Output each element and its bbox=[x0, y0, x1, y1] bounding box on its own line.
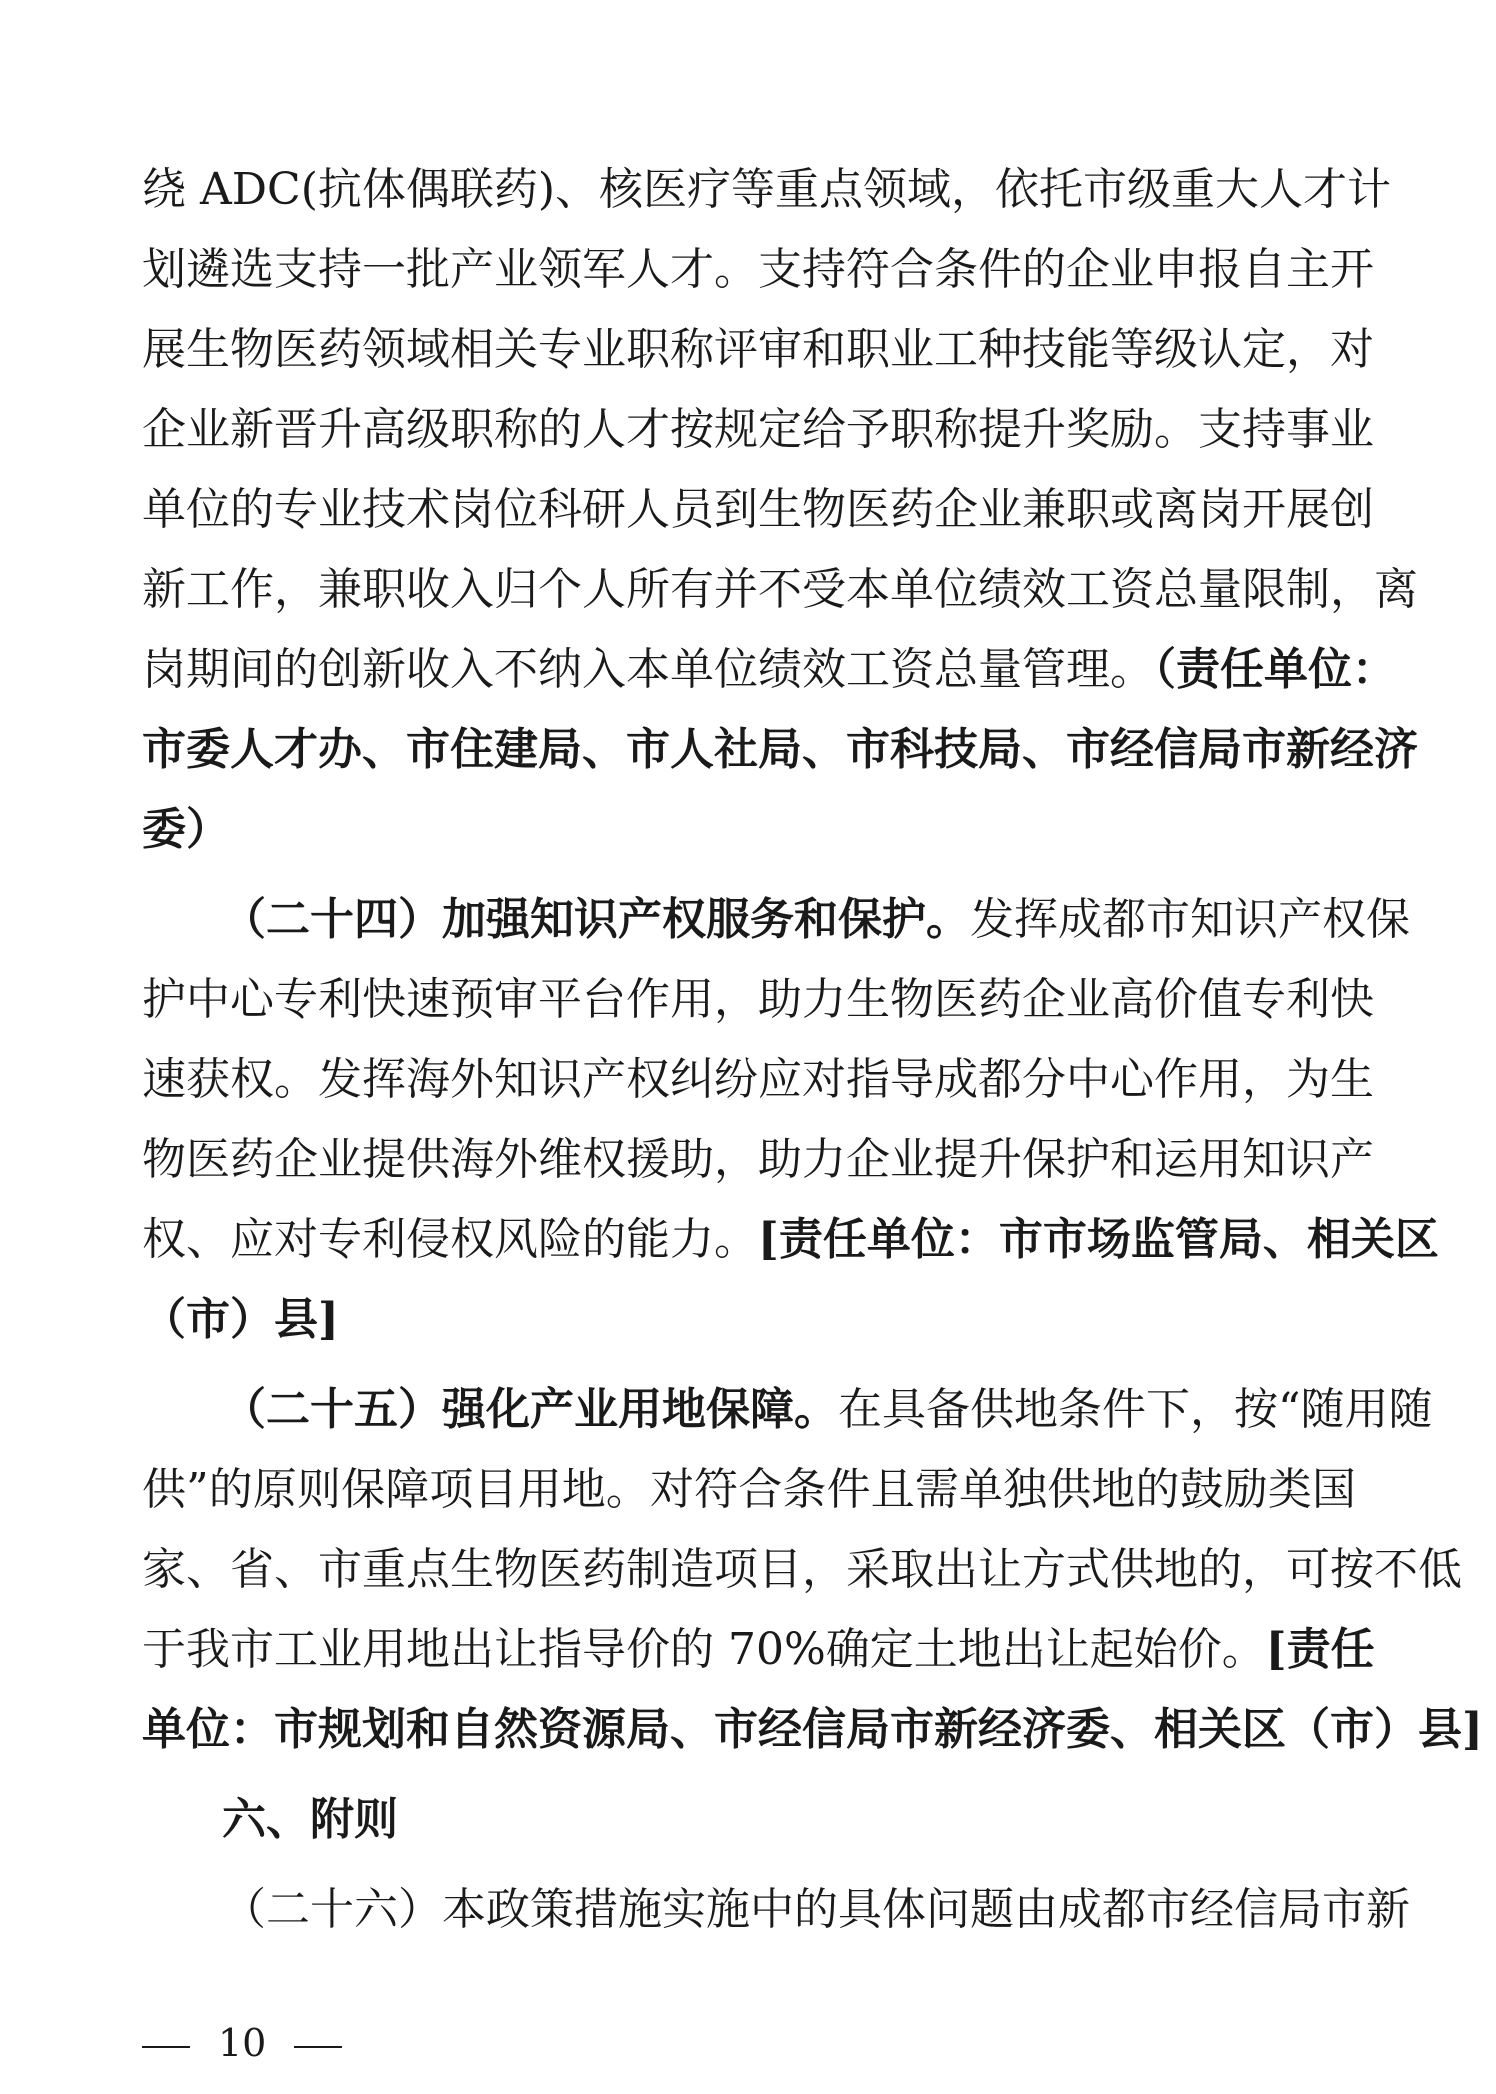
responsible-unit-label: [责任 bbox=[1265, 1624, 1375, 1675]
paragraph-line: 岗期间的创新收入不纳入本单位绩效工资总量管理。（责任单位： bbox=[142, 644, 1396, 695]
paragraph-line: 展生物医药领域相关专业职称评审和职业工种技能等级认定，对 bbox=[142, 324, 1374, 375]
responsible-unit-label: [责任单位：市市场监管局、相关区 bbox=[758, 1214, 1439, 1265]
footer-dash-right bbox=[294, 2046, 342, 2048]
paragraph-line: 新工作，兼职收入归个人所有并不受本单位绩效工资总量限制，离 bbox=[142, 564, 1418, 615]
item-25-heading: （二十五）强化产业用地保障。 bbox=[222, 1384, 838, 1435]
paragraph-line: 供”的原则保障项目用地。对符合条件且需单独供地的鼓励类国 bbox=[142, 1464, 1356, 1515]
section-heading: 六、附则 bbox=[222, 1794, 398, 1845]
paragraph-line: 速获权。发挥海外知识产权纠纷应对指导成都分中心作用，为生 bbox=[142, 1054, 1374, 1105]
paragraph-line: 护中心专利快速预审平台作用，助力生物医药企业高价值专利快 bbox=[142, 974, 1374, 1025]
paragraph-line: 物医药企业提供海外维权援助，助力企业提升保护和运用知识产 bbox=[142, 1134, 1374, 1185]
footer-dash-left bbox=[142, 2046, 190, 2048]
responsible-units-line: （市）县] bbox=[142, 1294, 339, 1345]
page-footer bbox=[142, 2018, 342, 2068]
paragraph-line: 单位的专业技术岗位科研人员到生物医药企业兼职或离岗开展创 bbox=[142, 484, 1374, 535]
item-24-heading-line: （二十四）加强知识产权服务和保护。发挥成都市知识产权保 bbox=[222, 894, 1410, 945]
paragraph-line: 划遴选支持一批产业领军人才。支持符合条件的企业申报自主开 bbox=[142, 244, 1374, 295]
paragraph-line: 企业新晋升高级职称的人才按规定给予职称提升奖励。支持事业 bbox=[142, 404, 1374, 455]
item-25-heading-line: （二十五）强化产业用地保障。在具备供地条件下，按“随用随 bbox=[222, 1384, 1433, 1435]
responsible-units-line: 委） bbox=[142, 804, 230, 855]
page-number: 10 bbox=[218, 2021, 267, 2065]
paragraph-line: 于我市工业用地出让指导价的 70%确定土地出让起始价。[责任 bbox=[142, 1624, 1375, 1675]
item-24-heading: （二十四）加强知识产权服务和保护。 bbox=[222, 894, 970, 945]
responsible-unit-label: （责任单位： bbox=[1154, 644, 1396, 695]
item-26-line: （二十六）本政策措施实施中的具体问题由成都市经信局市新 bbox=[222, 1884, 1410, 1935]
paragraph-line: 家、省、市重点生物医药制造项目，采取出让方式供地的，可按不低 bbox=[142, 1544, 1462, 1595]
paragraph-line: 绕 ADC(抗体偶联药)、核医疗等重点领域，依托市级重大人才计 bbox=[142, 164, 1392, 215]
responsible-units-line: 单位：市规划和自然资源局、市经信局市新经济委、相关区（市）县] bbox=[142, 1704, 1483, 1755]
responsible-units-line: 市委人才办、市住建局、市人社局、市科技局、市经信局市新经济 bbox=[142, 724, 1418, 775]
paragraph-line: 权、应对专利侵权风险的能力。[责任单位：市市场监管局、相关区 bbox=[142, 1214, 1439, 1265]
